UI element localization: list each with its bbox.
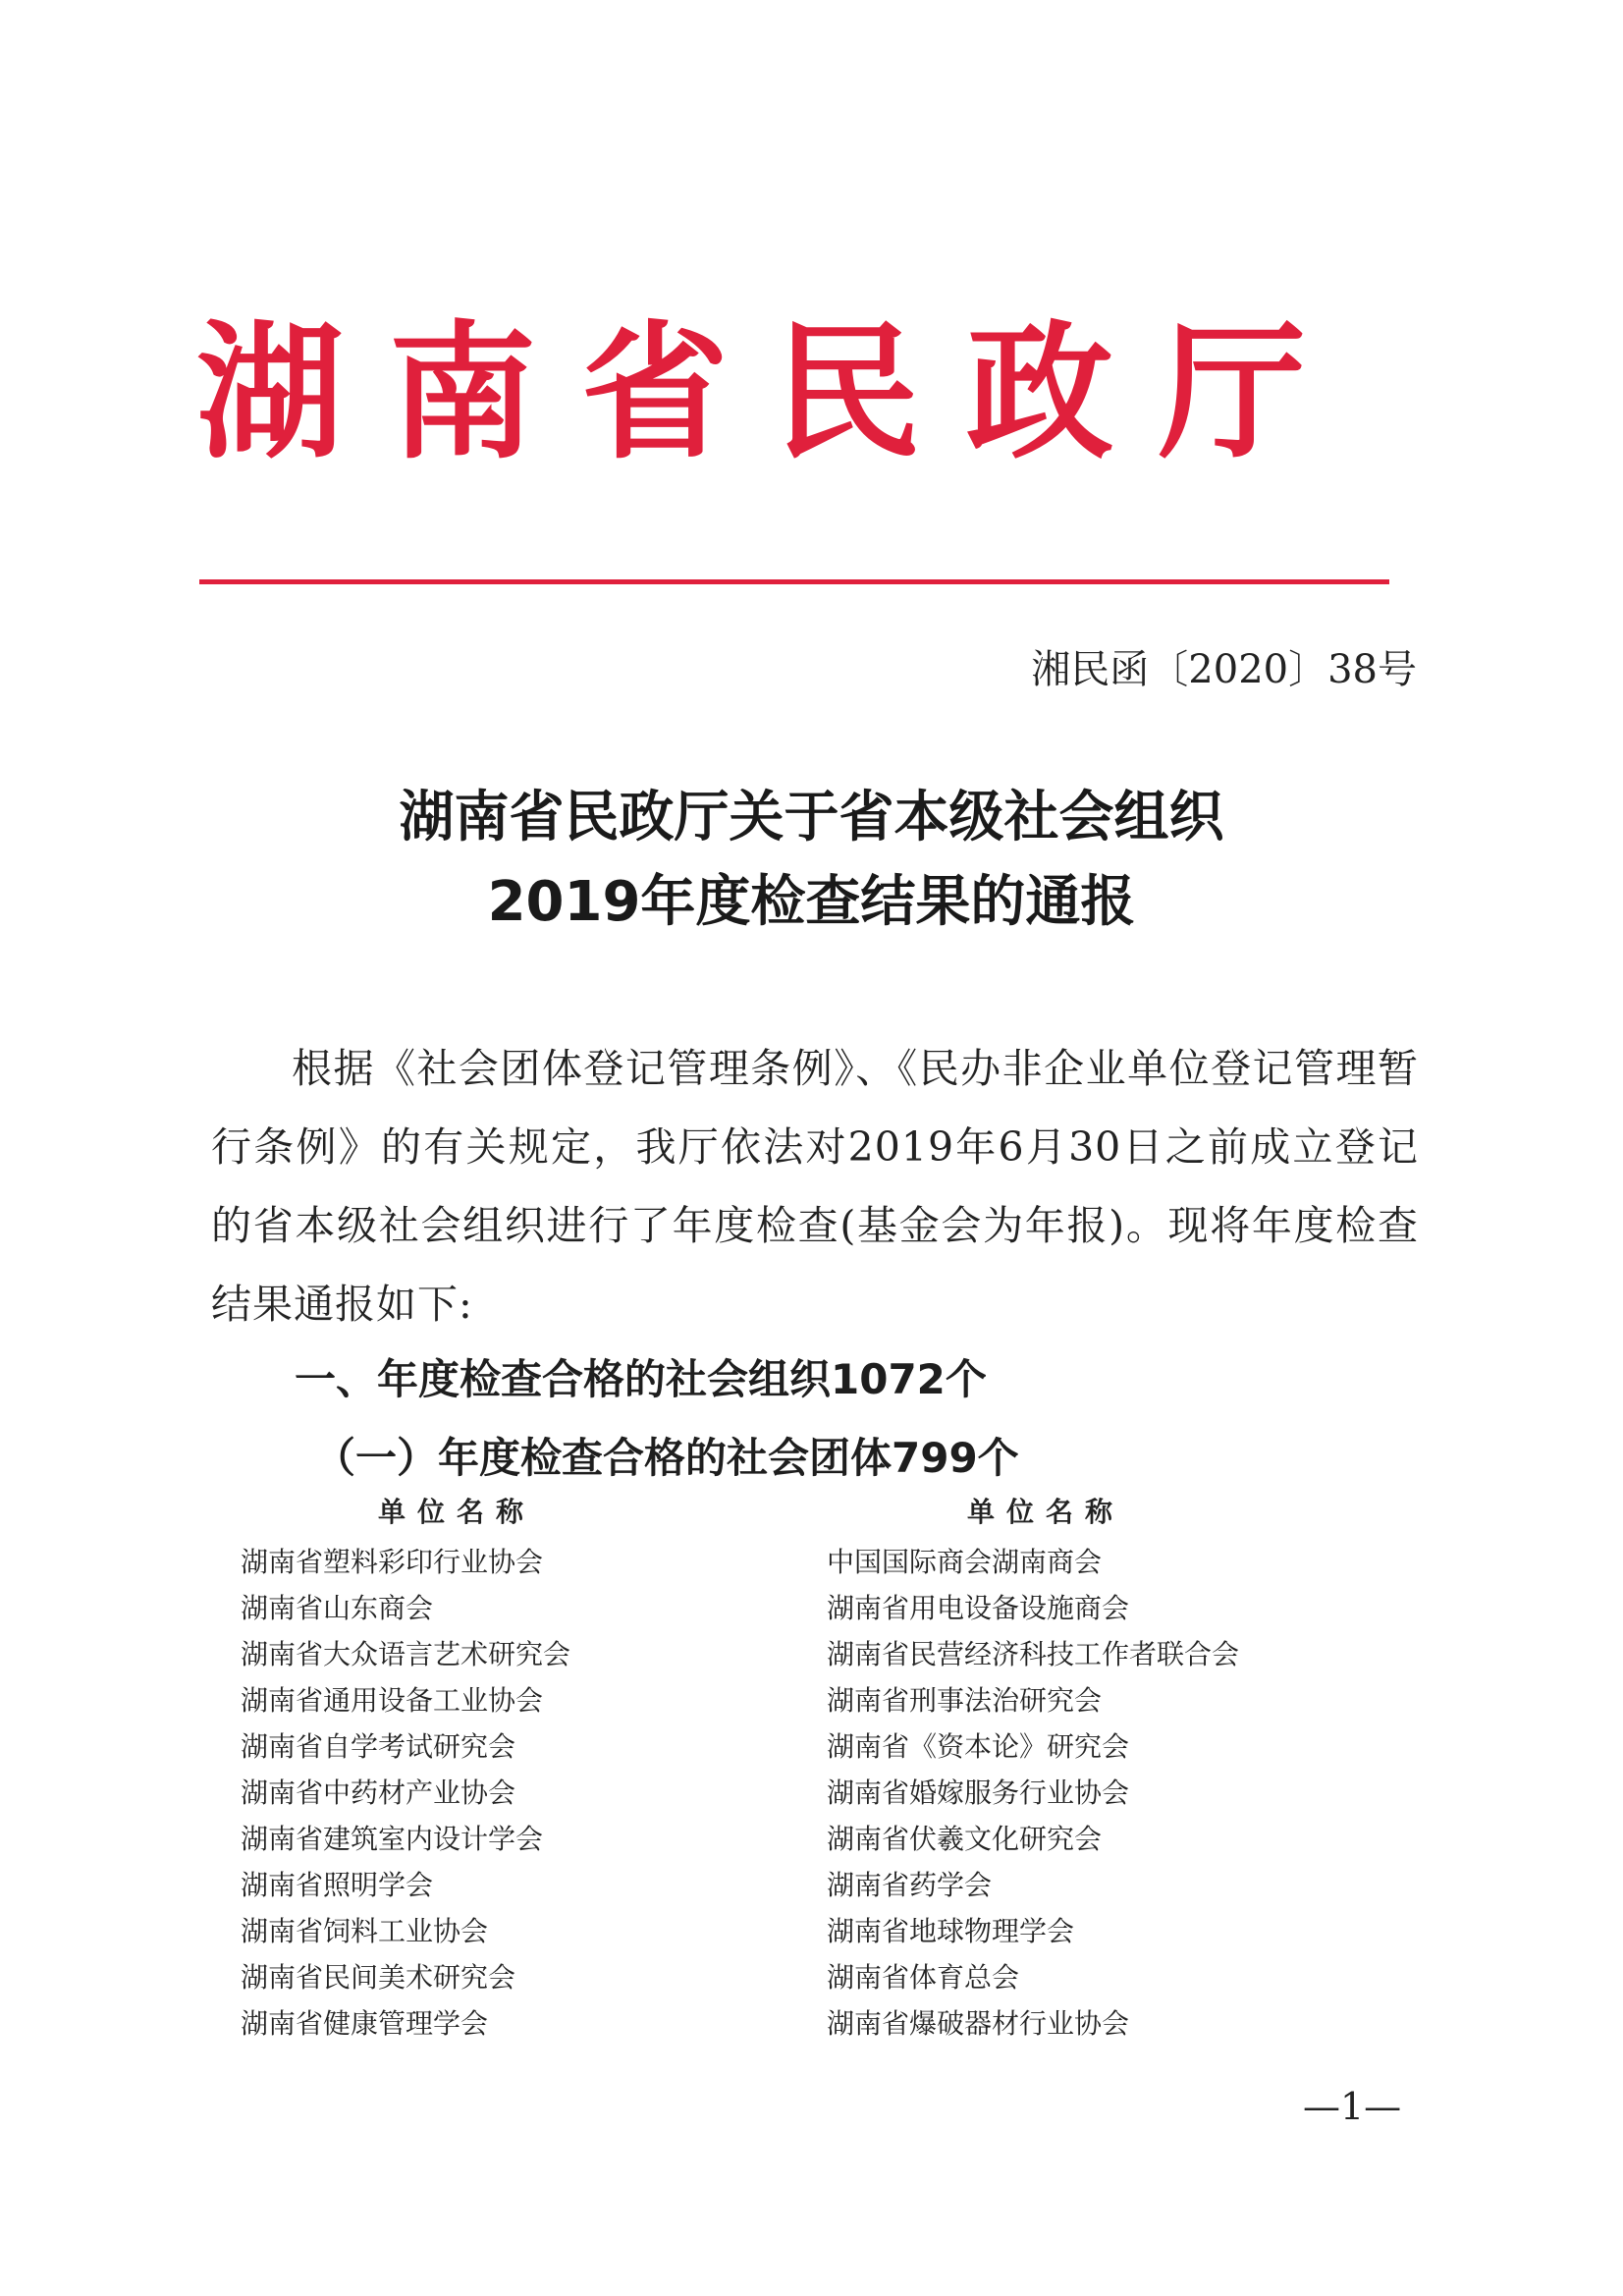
column-header-left: 单位名称 [378, 1496, 536, 1528]
list-item: 湖南省塑料彩印行业协会 [241, 1546, 544, 1578]
subsection-heading: （一）年度检查合格的社会团体799个 [314, 1434, 1019, 1482]
list-item: 湖南省健康管理学会 [241, 2007, 489, 2040]
intro-paragraph: 根据《社会团体登记管理条例》、《民办非企业单位登记管理暂行条例》的有关规定，我厅依法对2019年6月30日之前成立登记的省本级社会组织进行了年度检查(基金会为年报)。现将年度检查结果通报如下: [211, 1045, 1419, 1328]
title-line-1: 湖南省民政厅关于省本级社会组织 [399, 786, 1224, 849]
list-item: 湖南省《资本论》研究会 [827, 1730, 1130, 1763]
list-item: 湖南省刑事法治研究会 [827, 1684, 1103, 1717]
list-item: 湖南省通用设备工业协会 [241, 1684, 544, 1717]
list-item: 湖南省建筑室内设计学会 [241, 1823, 544, 1855]
organization-list-left [241, 1539, 570, 2047]
page-number: —1— [1303, 2085, 1402, 2128]
list-item: 湖南省体育总会 [827, 1961, 1020, 1994]
list-item: 中国国际商会湖南商会 [827, 1546, 1103, 1578]
organization-list-right [827, 1539, 1239, 2047]
list-item: 湖南省爆破器材行业协会 [827, 2007, 1130, 2040]
list-item: 湖南省照明学会 [241, 1869, 434, 1901]
document-number: 湘民函〔2020〕38号 [1031, 647, 1417, 692]
document-title [157, 776, 1466, 945]
column-header-right: 单位名称 [967, 1496, 1125, 1528]
list-item: 湖南省自学考试研究会 [241, 1730, 516, 1763]
masthead-title: 湖南省民政厅 [196, 306, 1352, 479]
list-item: 湖南省民间美术研究会 [241, 1961, 516, 1994]
section-heading: 一、年度检查合格的社会组织1072个 [295, 1355, 987, 1403]
red-divider-line [199, 579, 1389, 584]
list-item: 湖南省婚嫁服务行业协会 [827, 1777, 1130, 1809]
title-line-2: 2019年度检查结果的通报 [487, 870, 1136, 934]
list-item: 湖南省伏羲文化研究会 [827, 1823, 1103, 1855]
list-item: 湖南省民营经济科技工作者联合会 [827, 1638, 1240, 1670]
list-item: 湖南省中药材产业协会 [241, 1777, 516, 1809]
list-item: 湖南省山东商会 [241, 1592, 434, 1624]
list-item: 湖南省饲料工业协会 [241, 1915, 489, 1947]
list-item: 湖南省大众语言艺术研究会 [241, 1638, 571, 1670]
list-item: 湖南省药学会 [827, 1869, 993, 1901]
list-item: 湖南省地球物理学会 [827, 1915, 1075, 1947]
list-item: 湖南省用电设备设施商会 [827, 1592, 1130, 1624]
